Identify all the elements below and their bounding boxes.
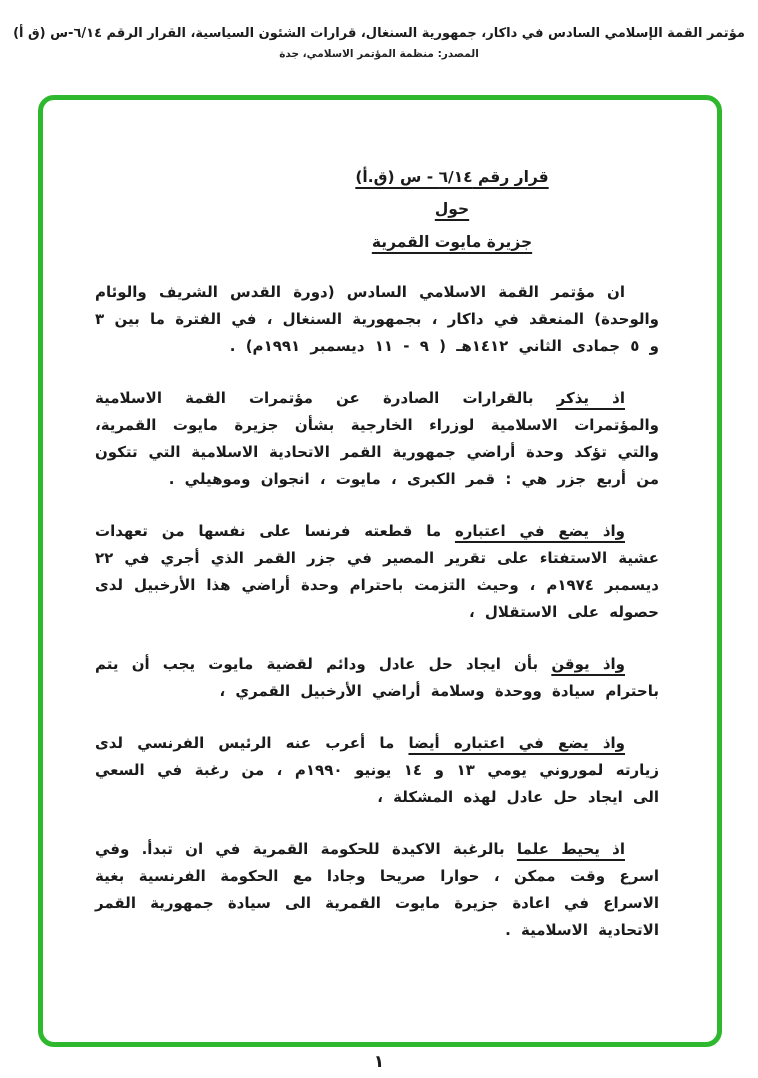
scan-content bbox=[43, 100, 717, 944]
resolution-number: قرار رقم ٦/١٤ - س (ق.أ) bbox=[355, 168, 549, 186]
resolution-subject-row bbox=[245, 229, 659, 255]
paragraph-lead: واذ يوقن bbox=[551, 655, 626, 674]
resolution-about: حول bbox=[434, 200, 470, 219]
header-title: مؤتمر القمة الإسلامي السادس في داكار، جمهورية السنغال، قرارات الشئون السياسية، القرار الرقم ٦/١٤-س (ق أ) bbox=[13, 26, 745, 41]
resolution-subject: جزيرة مايوت القمرية bbox=[371, 232, 533, 251]
scan-frame-border bbox=[38, 95, 722, 1047]
paragraph-recalling bbox=[95, 385, 659, 493]
paragraph-convinced bbox=[95, 651, 659, 705]
resolution-number-row bbox=[245, 164, 659, 190]
page-number: ١ bbox=[373, 1052, 385, 1072]
header-source: المصدر: منظمة المؤتمر الاسلامي، جدة bbox=[279, 48, 479, 60]
paragraph-preamble bbox=[95, 279, 659, 360]
resolution-about-row bbox=[245, 196, 659, 222]
paragraph-text: بأن ايجاد حل عادل ودائم لقضية مايوت يجب أن يتم باحترام سيادة ووحدة وسلامة أراضي الأرخبيل القمري ، bbox=[95, 655, 659, 701]
resolution-title-block bbox=[95, 164, 659, 255]
paragraph-text: ما أعرب عنه الرئيس الفرنسي لدى زيارته لموروني يومي ١٣ و ١٤ يونيو ١٩٩٠م ، من رغبة في السعي الى ايجاد حل عادل لهذه المشكلة ، bbox=[95, 734, 660, 807]
paragraph-considering-france bbox=[95, 518, 659, 626]
paragraph-lead: اذ يذكر bbox=[556, 389, 625, 408]
paragraph-lead: اذ يحيط علما bbox=[516, 840, 625, 859]
paragraph-taking-note bbox=[95, 836, 659, 944]
paragraph-text: ان مؤتمر القمة الاسلامي السادس (دورة القدس الشريف والوئام والوحدة) المنعقد في داكار ، بجمهورية السنغال ، في الفترة ما بين ٣ و ٥ جمادى الثاني ١٤١٢هـ ( ٩ - ١١ ديسمبر ١٩٩١م) . bbox=[95, 283, 659, 356]
paragraph-text: بالرغبة الاكيدة للحكومة القمرية في ان تبدأ. وفي اسرع وقت ممكن ، حوارا صريحا وجادا مع الحكومة الفرنسية بغية الاسراع في اعادة جزيرة مايوت القمرية الى سيادة جمهورية القمر الاتحادية الاسلامية . bbox=[95, 840, 659, 940]
paragraph-text: ما قطعته فرنسا على نفسها من تعهدات عشية الاستفتاء على تقرير المصير في جزر القمر الذي أجري في ٢٢ ديسمبر ١٩٧٤م ، وحيث التزمت باحترام وحدة أراضي هذا الأرخبيل لدى حصوله على الاستقلال ، bbox=[95, 522, 659, 622]
document-header bbox=[0, 0, 758, 60]
paragraph-lead: واذ يضع في اعتباره أيضا bbox=[408, 734, 626, 753]
paragraph-lead: واذ يضع في اعتباره bbox=[454, 522, 625, 541]
paragraph-considering-also bbox=[95, 730, 659, 811]
paragraph-text: بالقرارات الصادرة عن مؤتمرات القمة الاسلامية والمؤتمرات الاسلامية لوزراء الخارجية بشأن جزيرة مايوت القمرية، والتي تؤكد وحدة أراضي جمهورية القمر الاتحادية الاسلامية التي تتكون من أربع جزر هي : قمر الكبرى ، مايوت ، انجوان وموهيلي . bbox=[95, 389, 659, 489]
